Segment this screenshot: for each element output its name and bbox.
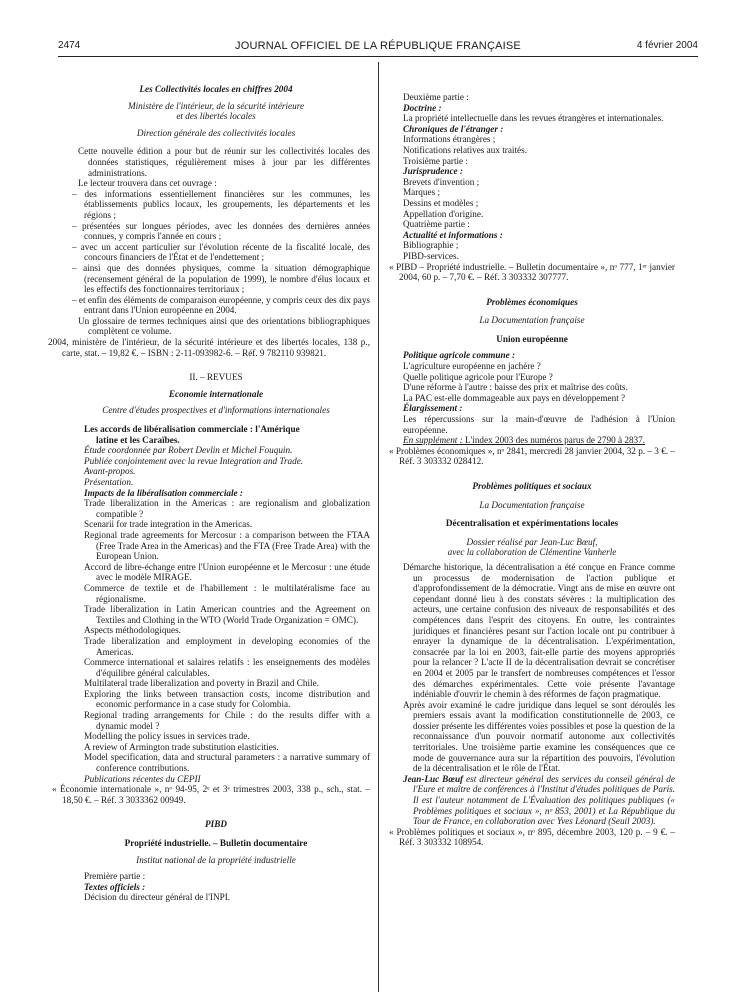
list-item: Regional trade agreements for Mercosur : a comparison between the FTAA (Free Trade Area in the Americas) and the FTA (Free Trade Area) with the European Union. (84, 529, 370, 562)
part-label: Deuxième partie : (403, 92, 469, 102)
bullet: – ainsi que des données physiques, comme la situation démographique (recensement général de la population de 1999), le nombre d'élus locaux et les effectifs des fonctionnaires territoriaux ; (72, 262, 370, 295)
intro-paragraph: Cette nouvelle édition a pour but de réunir sur les collectivités locales des données statistiques, régulièrement mises à jour par les différentes administrations. (78, 146, 370, 178)
list-item: Marques ; (403, 187, 440, 198)
list-item: Décision du directeur général de l'INPI. (84, 892, 231, 903)
list-item: Scenarii for trade integration in the Americas. (84, 519, 253, 530)
supplement-label: En supplément : (403, 435, 463, 446)
list-item: Quelle politique agricole pour l'Europe ? (403, 371, 553, 382)
list-item: Dessins et modèles ; (403, 197, 479, 208)
list-item: La PAC est-elle dommageable aux pays en développement ? (403, 392, 626, 403)
coordination-line: Étude coordonnée par Robert Devlin et Michel Fouquin. (84, 445, 293, 456)
column-divider (378, 62, 379, 992)
left-column (48, 84, 370, 903)
foreword: Avant-propos. (84, 466, 136, 477)
review-title: Problèmes économiques (486, 296, 578, 307)
list-item: Informations étrangères ; (403, 134, 496, 145)
header-rule (58, 56, 698, 57)
dossier-author: Dossier réalisé par Jean-Luc Bœuf, (466, 536, 598, 547)
list-item: PIBD-services. (403, 250, 459, 261)
glossary-line: Un glossaire de termes techniques ainsi que des orientations bibliographiques complètent ce volume. (78, 315, 370, 337)
section-heading: II. – REVUES (189, 372, 243, 383)
supplement-line: En supplément : L'index 2003 des numéros parus de 2790 à 2837. (403, 435, 646, 446)
subsection-heading: Actualité et informations : (403, 229, 503, 240)
list-item: Multilateral trade liberalization and poverty in Brazil and Chile. (84, 678, 319, 689)
list-item: Les répercussions sur la main-d'œuvre de l'adhésion à l'Union européenne. (403, 414, 675, 435)
list-item: Modelling the policy issues in services trade. (84, 731, 250, 742)
publisher: Centre d'études prospectives et d'informations internationales (102, 405, 330, 416)
subsection-heading: Politique agricole commune : (403, 350, 516, 361)
publisher: La Documentation française (479, 315, 585, 326)
list-item: Appellation d'origine. (403, 208, 484, 219)
subsection-heading: Impacts de la libéralisation commerciale : (84, 487, 243, 498)
list-item: Aspects méthodologiques. (84, 625, 181, 636)
body-paragraph: Après avoir examiné le cadre juridique dans lequel se sont déroulés les premiers essais avant la modification constitutionnelle de 2003, ce dossier présente les différentes voies possibles et pose la question de la reconnaissance d'un pouvoir normatif autonome aux collectivités territoriales. Une troisième partie examine les conséquences que ce mode de gouvernance aura sur la répartition des pouvoirs, l'évolution de la décentralisation et le rôle de l'État. (403, 699, 675, 774)
list-item: Model specification, data and structural parameters : a narrative summary of conference contributions. (84, 752, 370, 774)
journal-title: JOURNAL OFFICIEL DE LA RÉPUBLIQUE FRANÇAISE (235, 40, 521, 52)
issue-title: Décentralisation et expérimentations locales (445, 518, 619, 529)
article-list (62, 498, 370, 773)
publication-line: Publiée conjointement avec la revue Integration and Trade. (84, 455, 304, 466)
list-item: A review of Armington trade substitution elasticities. (84, 741, 279, 752)
article-title: Les Collectivités locales en chiffres 2004 (139, 84, 293, 94)
reference-line: « PIBD – Propriété industrielle. – Bulletin documentaire », nᵒ 777, 1ᵉʳ janvier 2004, 60 p. – 7,70 €. – Réf. 3 303332 307777. (389, 261, 675, 283)
reference-line: « Problèmes économiques », nᵒ 2841, mercredi 28 janvier 2004, 32 p. – 3 €. – Réf. 3 303332 028412. (389, 445, 675, 467)
list-item: Commerce de textile et de l'habillement : le multilatéralisme face au régionalisme. (84, 582, 370, 604)
issue-date: 4 février 2004 (636, 40, 698, 51)
recent-publications: Publications récentes du CEPII (84, 773, 201, 784)
subsection-heading: Textes officiels : (84, 881, 146, 892)
part-label: Troisième partie : (403, 155, 468, 166)
list-item: Trade liberalization and employment in developing economies of the Americas. (84, 635, 370, 657)
bullet: – avec un accent particulier sur l'évolution récente de la fiscalité locale, des concours financiers de l'État et de l'endettement ; (72, 241, 370, 263)
subsection-heading: Élargissement : (403, 403, 463, 414)
list-item: Bibliographie ; (403, 240, 459, 251)
list-item: Accord de libre-échange entre l'Union européenne et le Mercosur : une étude avec le modèle MIRAGE. (84, 561, 370, 583)
part-label: Quatrième partie : (403, 219, 470, 230)
list-item: L'agriculture européenne en jachère ? (403, 361, 541, 372)
reference-line: « Problèmes politiques et sociaux », nᵒ 895, décembre 2003, 120 p. – 9 €. – Réf. 3 303332 108954. (389, 826, 675, 848)
issue-title: Les accords de libéralisation commerciale : l'Amérique latine et les Caraïbes. (84, 424, 300, 445)
list-item: Exploring the links between transaction costs, income distribution and economic performance in a case study for Colombia. (84, 688, 370, 710)
review-title: PIBD (205, 819, 227, 830)
reference-line: « Économie internationale », nᵒ 94-95, 2ᵉ et 3ᵉ trimestres 2003, 338 p., sch., stat. – 18,50 €. – Réf. 3 3033362 00949. (52, 784, 370, 805)
bullet: – des informations essentiellement financières sur les communes, les établissements publics locaux, les groupements, les départements et les régions ; (72, 188, 370, 220)
part-label: Première partie : (84, 871, 146, 882)
bullet: – et enfin des éléments de comparaison européenne, y compris ceux des dix pays entrant dans l'Union européenne en 2004. (72, 294, 370, 316)
publisher: La Documentation française (479, 499, 585, 510)
list-item: Regional trading arrangements for Chile : do the results differ with a dynamic model ? (84, 710, 370, 731)
presentation: Présentation. (84, 477, 134, 487)
author-bio: Jean-Luc Bœuf est directeur général des services du conseil général de l'Eure et maître de conférences à l'Institut d'études politiques de Paris. Il est l'auteur notamment de L'Évaluation des politiques publiques (« Problèmes politiques et sociaux », nᵒ 853, 2001) et La République du Tour de France, en collaboration avec Yves Léonard (Seuil 2003). (403, 773, 675, 827)
body-paragraph: Démarche historique, la décentralisation a été conçue en France comme un processus de modernisation de l'action publique et d'approfondissement de la démocratie. Vingt ans de mise en œuvre ont cependant donné lieu à des constats sévères : la multiplication des acteurs, une certaine confusion des niveaux de responsabilités et des compétences dans l'esprit des citoyens. En outre, les contraintes juridiques et financières pesant sur l'action locale ont pu contribuer à enrayer la dynamique de la décentralisation. L'expérimentation, consacrée par la loi en 2003, fait-elle partie des moyens appropriés pour la relancer ? L'acte II de la décentralisation devrait se concrétiser en 2004 et 2005 par le transfert de nombreuses compétences et l'essor des démarches expérimentales. Cette voie présente l'avantage indéniable d'ouvrir le chemin à des réformes de façon pragmatique. (403, 561, 675, 700)
subsection-heading: Jurisprudence : (403, 166, 463, 177)
review-title: Economie internationale (168, 388, 264, 399)
author-line: et des libertés locales (176, 111, 256, 122)
directorate: Direction générale des collectivités locales (136, 127, 296, 138)
right-column (389, 92, 675, 848)
issue-title: Union européenne (496, 333, 568, 344)
reference-line: 2004, ministère de l'intérieur, de la sécurité intérieure et des libertés locales, 138 p., carte, stat. – 19,82 €. – ISBN : 2-11-093982-6. – Réf. 9 782110 939821. (48, 337, 370, 358)
list-item: Trade liberalization in Latin American countries and the Agreement on Textiles and Clothing in the WTO (World Trade Organization = OMC). (84, 604, 370, 625)
bullet: – présentées sur longues périodes, avec les données des dernières années connues, y compris l'année en cours ; (72, 220, 370, 242)
bulletin-title: Propriété industrielle. – Bulletin documentaire (124, 838, 308, 848)
publisher: Institut national de la propriété industrielle (136, 854, 296, 865)
subsection-heading: Doctrine : (403, 102, 442, 113)
list-item: Notifications relatives aux traités. (403, 144, 527, 155)
list-item: Trade liberalization in the Americas : are regionalism and globalization compatible ? (84, 498, 370, 519)
author-line: Ministère de l'intérieur, de la sécurité intérieure (127, 100, 305, 111)
dossier-collaborator: avec la collaboration de Clémentine Vanherle (447, 547, 617, 558)
reader-line: Le lecteur trouvera dans cet ouvrage : (78, 178, 217, 189)
list-item: La propriété intellectuelle dans les revues étrangères et internationales. (403, 113, 664, 124)
page-header (58, 40, 698, 56)
list-item: Brevets d'invention ; (403, 176, 480, 187)
list-item: Commerce international et salaires relatifs : les enseignements des modèles d'équilibre général calculables. (84, 657, 370, 678)
list-item: D'une réforme à l'autre : baisse des prix et maîtrise des coûts. (403, 382, 628, 393)
review-title: Problèmes politiques et sociaux (472, 481, 592, 491)
subsection-heading: Chroniques de l'étranger : (403, 123, 504, 134)
page-number: 2474 (58, 40, 81, 51)
